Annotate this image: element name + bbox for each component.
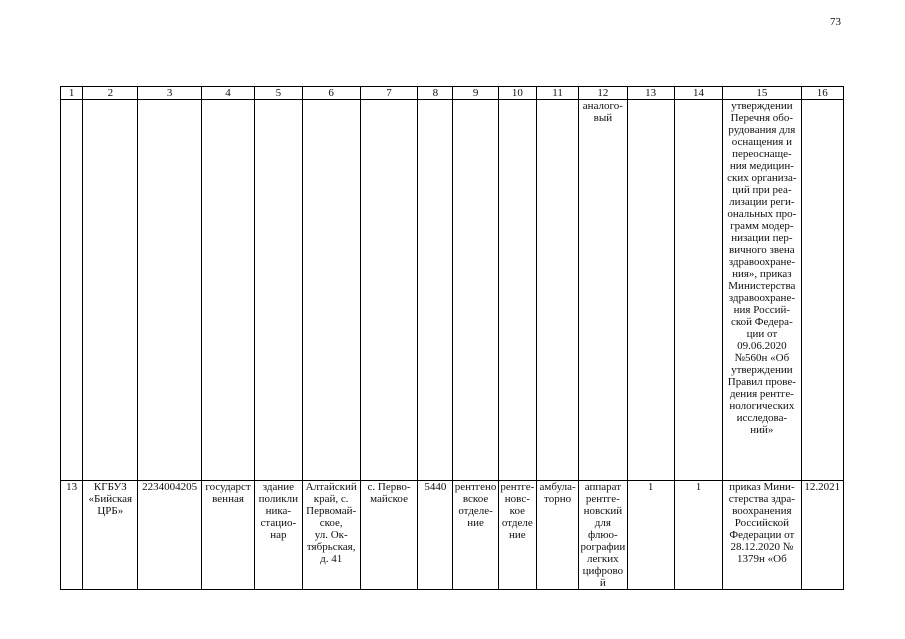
building-cell: здание поликли ника- стацио- нар xyxy=(255,481,302,590)
date-cell: 12.2021 xyxy=(801,481,843,590)
table-row xyxy=(61,481,844,590)
number-cell: 5440 xyxy=(418,481,453,590)
table-cell xyxy=(498,100,536,481)
row-number-cell: 13 xyxy=(61,481,83,590)
department-cell: рентге- новс- кое отделе ние xyxy=(498,481,536,590)
table-cell xyxy=(138,100,201,481)
column-number: 5 xyxy=(255,87,302,100)
locality-cell: с. Перво- майское xyxy=(360,481,417,590)
quantity-cell: 1 xyxy=(627,481,674,590)
table-cell xyxy=(801,100,843,481)
column-number: 3 xyxy=(138,87,201,100)
column-number: 10 xyxy=(498,87,536,100)
column-number: 4 xyxy=(201,87,254,100)
column-number: 2 xyxy=(83,87,138,100)
table-cell xyxy=(61,100,83,481)
table-cell xyxy=(360,100,417,481)
column-number: 11 xyxy=(536,87,578,100)
column-number: 15 xyxy=(723,87,802,100)
column-number: 9 xyxy=(453,87,498,100)
table-cell xyxy=(674,100,722,481)
column-number: 1 xyxy=(61,87,83,100)
department-cell: рентгено вское отделе- ние xyxy=(453,481,498,590)
equipment-cell: аппарат рентге- новский для флюо- рографии легких цифровой xyxy=(580,481,626,589)
table-cell xyxy=(302,100,360,481)
table-cell xyxy=(418,100,453,481)
legal-basis-cell: приказ Мини- стерства здра- воохранения Российской Федерации от 28.12.2020 № 1379н «Об xyxy=(723,481,802,590)
table-header-row xyxy=(61,87,844,100)
table-cell xyxy=(255,100,302,481)
inn-cell: 2234004205 xyxy=(138,481,201,590)
ownership-cell: государст венная xyxy=(201,481,254,590)
address-cell: Алтайский край, с. Первомай- ское, ул. Ок- тябрьская, д. 41 xyxy=(302,481,360,590)
table-cell xyxy=(201,100,254,481)
equipment-type-cell: аналого- вый xyxy=(579,100,627,481)
table-cell xyxy=(83,100,138,481)
table-row-continuation xyxy=(61,100,844,481)
column-number: 16 xyxy=(801,87,843,100)
table-cell xyxy=(453,100,498,481)
column-number: 8 xyxy=(418,87,453,100)
document-table xyxy=(60,86,844,590)
organization-cell: КГБУЗ «Бийская ЦРБ» xyxy=(83,481,138,590)
page-number: 73 xyxy=(830,16,841,28)
quantity-cell: 1 xyxy=(674,481,722,590)
table-cell xyxy=(536,100,578,481)
table-cell xyxy=(627,100,674,481)
legal-basis-cell: утверждении Перечня обо- рудования для оснащения и переоснаще- ния медицин- ских организа- ций при реа- лизации реги- ональных про- грамм модер- низации пер- вичного звена здравоохране- ния», приказ Министерства здравоохране- ния Россий- ской Федера- ции от 09.06.2020 №560н «Об утверждении Правил прове- дения рентге- нологических исследова- ний» xyxy=(723,100,802,481)
column-number: 7 xyxy=(360,87,417,100)
column-number: 14 xyxy=(674,87,722,100)
column-number: 6 xyxy=(302,87,360,100)
column-number: 12 xyxy=(579,87,627,100)
care-type-cell: амбула- торно xyxy=(536,481,578,590)
column-number: 13 xyxy=(627,87,674,100)
